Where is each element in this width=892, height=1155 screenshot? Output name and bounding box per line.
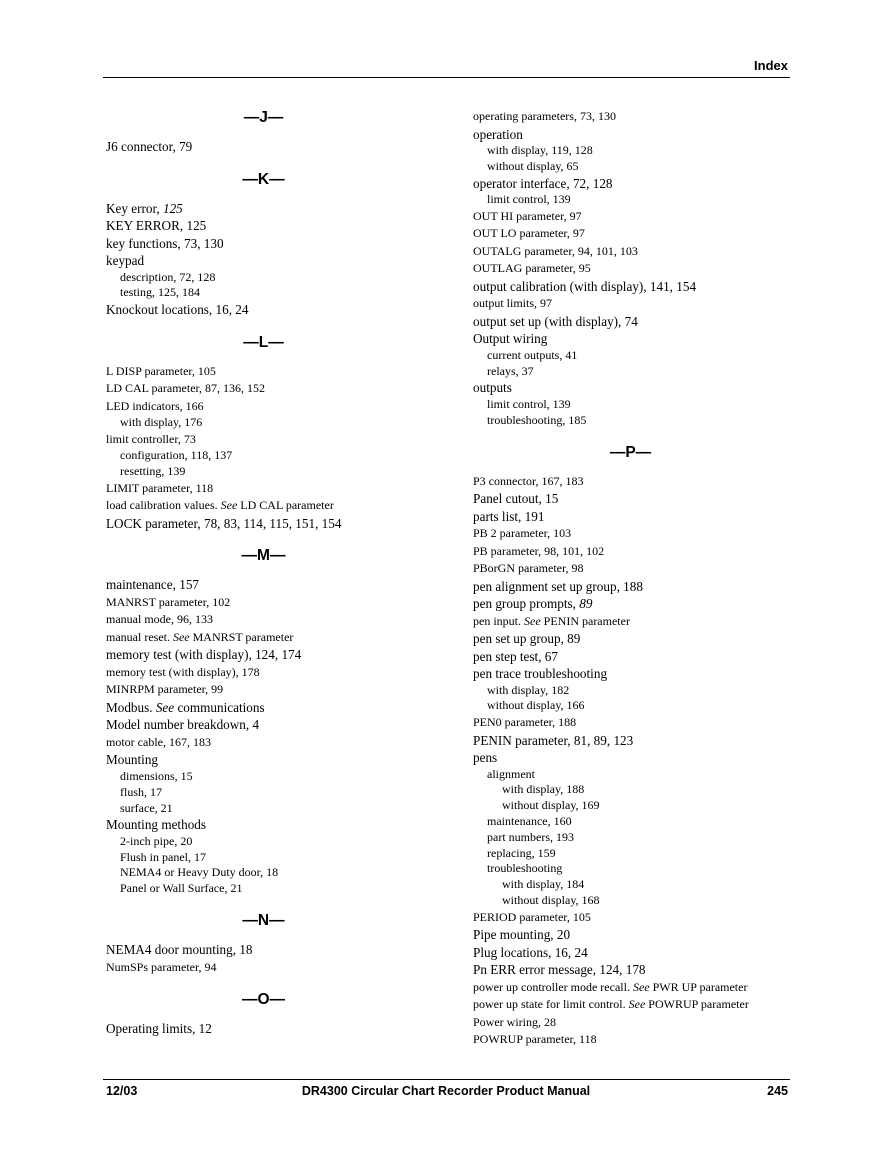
entry-italic-text: 89	[579, 596, 593, 612]
index-entry	[473, 175, 803, 193]
entry-italic-text: See	[220, 498, 238, 513]
section-gap	[106, 156, 436, 170]
index-entry	[473, 996, 803, 1014]
page-header-section: Index	[754, 58, 788, 73]
entry-text: without display, 65	[487, 158, 579, 173]
entry-text: keypad	[106, 253, 145, 268]
entry-text: operator interface, 72, 128	[473, 175, 613, 191]
index-entry	[473, 225, 803, 243]
index-subentry	[106, 865, 436, 881]
index-entry	[106, 816, 436, 834]
index-entry	[106, 398, 436, 416]
entry-text: memory test (with display), 124, 174	[106, 647, 302, 663]
entry-text: PB 2 parameter, 103	[473, 526, 572, 541]
letter-heading: —P—	[609, 443, 652, 461]
entry-text: output calibration (with display), 141, 154	[473, 278, 697, 294]
entry-text: maintenance, 160	[487, 814, 572, 829]
entry-text: OUT LO parameter, 97	[473, 226, 585, 241]
entry-text: PB parameter, 98, 101, 102	[473, 543, 605, 558]
entry-text: power up state for limit control.	[473, 997, 629, 1012]
entry-text: NEMA4 or Heavy Duty door, 18	[120, 865, 279, 880]
entry-text: POWRUP parameter, 118	[473, 1032, 597, 1047]
letter-heading: —L—	[243, 333, 284, 351]
index-entry	[106, 138, 436, 156]
entry-text: MANRST parameter, 102	[106, 594, 231, 609]
entry-text: P3 connector, 167, 183	[473, 473, 584, 488]
entry-text: alignment	[487, 766, 535, 781]
entry-text: with display, 184	[502, 877, 585, 892]
entry-text: dimensions, 15	[120, 768, 193, 783]
entry-text: configuration, 118, 137	[120, 448, 233, 463]
index-entry	[106, 959, 436, 977]
index-entry	[106, 431, 436, 449]
index-column-left	[106, 108, 436, 1038]
entry-italic-text: 125	[162, 200, 183, 216]
index-entry	[473, 979, 803, 997]
entry-italic-text: See	[632, 979, 650, 994]
index-subentry	[473, 877, 803, 893]
index-subentry	[106, 881, 436, 897]
entry-italic-text: See	[155, 699, 175, 715]
index-entry	[473, 313, 803, 331]
entry-text: operation	[473, 126, 523, 142]
index-entry	[473, 578, 803, 596]
index-subentry	[106, 415, 436, 431]
index-entry	[473, 508, 803, 526]
index-entry	[106, 515, 436, 533]
entry-text: 2-inch pipe, 20	[120, 833, 193, 848]
entry-text: KEY ERROR, 125	[106, 218, 207, 233]
index-subentry	[473, 782, 803, 798]
footer-rule	[103, 1079, 790, 1080]
index-subentry	[473, 861, 803, 877]
entry-reference-text: PENIN parameter	[540, 613, 630, 628]
entry-text: NumSPs parameter, 94	[106, 959, 217, 974]
index-entry	[106, 664, 436, 682]
index-entry	[106, 497, 436, 515]
entry-text: flush, 17	[120, 784, 162, 799]
entry-reference-text: POWRUP parameter	[645, 997, 749, 1012]
entry-reference-text: PWR UP parameter	[649, 979, 748, 994]
index-entry	[473, 379, 803, 397]
entry-reference-text: LD CAL parameter	[237, 498, 334, 513]
entry-text: pen group prompts,	[473, 596, 580, 612]
index-entry	[106, 301, 436, 319]
index-entry	[473, 714, 803, 732]
entry-text: key functions, 73, 130	[106, 235, 224, 251]
index-subentry	[106, 785, 436, 801]
index-entry	[106, 941, 436, 959]
entry-text: MINRPM parameter, 99	[106, 682, 224, 697]
index-entry	[473, 208, 803, 226]
entry-text: without display, 168	[502, 893, 600, 908]
entry-text: OUTLAG parameter, 95	[473, 261, 591, 276]
entry-text: with display, 176	[120, 415, 203, 430]
index-entry	[106, 1020, 436, 1038]
index-entry	[473, 490, 803, 508]
index-entry	[106, 629, 436, 647]
entry-text: surface, 21	[120, 800, 173, 815]
index-entry	[473, 108, 803, 126]
entry-text: with display, 188	[502, 782, 585, 797]
index-subentry	[106, 801, 436, 817]
entry-text: LD CAL parameter, 87, 136, 152	[106, 381, 266, 396]
entry-text: LOCK parameter, 78, 83, 114, 115, 151, 154	[106, 515, 342, 531]
section-gap	[473, 429, 803, 443]
entry-text: pen alignment set up group, 188	[473, 578, 643, 594]
index-entry	[473, 732, 803, 750]
section-gap	[106, 532, 436, 546]
index-entry	[473, 525, 803, 543]
index-entry	[473, 243, 803, 261]
entry-text: motor cable, 167, 183	[106, 734, 211, 749]
index-subentry	[473, 348, 803, 364]
index-entry	[473, 648, 803, 666]
index-subentry	[473, 767, 803, 783]
index-entry	[473, 1014, 803, 1032]
index-entry	[473, 126, 803, 144]
entry-text: PENIN parameter, 81, 89, 123	[473, 732, 634, 748]
index-subentry	[473, 192, 803, 208]
entry-text: without display, 169	[502, 798, 600, 813]
index-entry	[106, 576, 436, 594]
index-subentry	[473, 364, 803, 380]
index-entry	[106, 681, 436, 699]
entry-text: Power wiring, 28	[473, 1014, 556, 1029]
entry-text: parts list, 191	[473, 508, 545, 524]
entry-text: outputs	[473, 380, 512, 396]
entry-text: replacing, 159	[487, 845, 556, 860]
index-entry	[473, 909, 803, 927]
entry-text: manual mode, 96, 133	[106, 612, 213, 627]
index-entry	[106, 217, 436, 235]
index-entry	[473, 944, 803, 962]
entry-text: limit control, 139	[487, 192, 571, 207]
entry-text: Flush in panel, 17	[120, 849, 206, 864]
entry-text: memory test (with display), 178	[106, 664, 260, 679]
entry-text: LIMIT parameter, 118	[106, 480, 214, 495]
entry-italic-text: See	[628, 997, 646, 1012]
index-subentry	[473, 846, 803, 862]
index-subentry	[473, 397, 803, 413]
index-entry	[473, 595, 803, 613]
index-entry	[106, 594, 436, 612]
entry-text: part numbers, 193	[487, 829, 574, 844]
entry-text: Pn ERR error message, 124, 178	[473, 962, 646, 978]
section-gap	[106, 976, 436, 990]
entry-text: output set up (with display), 74	[473, 313, 638, 329]
entry-text: Panel or Wall Surface, 21	[120, 881, 243, 896]
entry-text: Key error,	[106, 200, 163, 216]
index-subentry	[106, 448, 436, 464]
entry-text: Plug locations, 16, 24	[473, 944, 588, 960]
index-entry	[473, 630, 803, 648]
index-entry	[473, 260, 803, 278]
index-subentry	[473, 159, 803, 175]
index-entry	[473, 1031, 803, 1049]
index-entry	[106, 235, 436, 253]
index-subentry	[473, 698, 803, 714]
section-gap	[106, 897, 436, 911]
index-entry	[473, 926, 803, 944]
entry-text: limit control, 139	[487, 396, 571, 411]
entry-text: power up controller mode recall.	[473, 979, 633, 994]
letter-heading: —O—	[241, 991, 286, 1009]
entry-text: LED indicators, 166	[106, 398, 204, 413]
entry-text: Mounting	[106, 752, 159, 768]
index-entry	[473, 961, 803, 979]
entry-text: PEN0 parameter, 188	[473, 715, 577, 730]
index-entry	[473, 560, 803, 578]
entry-text: OUTALG parameter, 94, 101, 103	[473, 243, 638, 258]
entry-text: with display, 119, 128	[487, 143, 593, 157]
entry-text: relays, 37	[487, 363, 534, 378]
index-entry	[473, 473, 803, 491]
index-subentry	[106, 285, 436, 301]
index-subentry	[473, 143, 803, 159]
section-gap	[106, 319, 436, 333]
index-entry	[106, 380, 436, 398]
entry-text: troubleshooting	[487, 861, 563, 876]
index-entry	[106, 480, 436, 498]
index-entry	[473, 330, 803, 348]
entry-text: troubleshooting, 185	[487, 412, 587, 427]
entry-text: NEMA4 door mounting, 18	[106, 942, 253, 958]
entry-text: Panel cutout, 15	[473, 491, 559, 507]
entry-text: OUT HI parameter, 97	[473, 208, 582, 223]
index-subentry	[473, 830, 803, 846]
letter-heading: —J—	[243, 109, 284, 126]
letter-heading: —N—	[242, 912, 285, 930]
index-subentry	[106, 834, 436, 850]
entry-reference-text: communications	[174, 699, 265, 715]
index-entry	[473, 278, 803, 296]
entry-text: Model number breakdown, 4	[106, 717, 260, 733]
entry-italic-text: See	[172, 629, 190, 644]
entry-reference-text: MANRST parameter	[189, 629, 294, 644]
entry-italic-text: See	[524, 613, 541, 628]
entry-text: Output wiring	[473, 331, 548, 347]
entry-text: current outputs, 41	[487, 347, 578, 362]
entry-text: limit controller, 73	[106, 431, 196, 446]
index-entry	[106, 611, 436, 629]
entry-text: description, 72, 128	[120, 269, 216, 284]
entry-text: output limits, 97	[473, 296, 553, 311]
footer-title: DR4300 Circular Chart Recorder Product Manual	[301, 1084, 591, 1098]
entry-text: pens	[473, 750, 498, 766]
entry-text: Operating limits, 12	[106, 1021, 212, 1037]
entry-text: resetting, 139	[120, 464, 186, 479]
index-subentry	[106, 270, 436, 286]
footer-page-number: 245	[767, 1084, 788, 1098]
index-subentry	[106, 464, 436, 480]
entry-text: maintenance, 157	[106, 577, 200, 593]
index-subentry	[473, 814, 803, 830]
index-entry	[106, 751, 436, 769]
entry-text: pen step test, 67	[473, 648, 558, 664]
entry-text: Pipe mounting, 20	[473, 927, 571, 943]
entry-text: load calibration values.	[106, 498, 221, 513]
index-entry	[473, 749, 803, 767]
index-column-right	[473, 108, 803, 1049]
index-entry	[106, 646, 436, 664]
entry-text: pen trace troubleshooting	[473, 666, 608, 682]
entry-text: operating parameters, 73, 130	[473, 109, 616, 123]
index-entry	[106, 200, 436, 218]
index-entry	[106, 252, 436, 270]
index-entry	[106, 716, 436, 734]
index-subentry	[106, 850, 436, 866]
index-subentry	[473, 683, 803, 699]
index-entry	[473, 543, 803, 561]
entry-text: with display, 182	[487, 682, 570, 697]
entry-text: testing, 125, 184	[120, 285, 200, 300]
entry-text: without display, 166	[487, 698, 585, 713]
index-subentry	[473, 413, 803, 429]
index-entry	[106, 734, 436, 752]
entry-text: PERIOD parameter, 105	[473, 909, 591, 924]
index-entry	[106, 699, 436, 717]
index-entry	[106, 363, 436, 381]
entry-text: L DISP parameter, 105	[106, 363, 216, 378]
index-subentry	[106, 769, 436, 785]
index-entry	[473, 665, 803, 683]
letter-heading: —K—	[242, 170, 285, 188]
entry-text: J6 connector, 79	[106, 139, 193, 154]
entry-text: Modbus.	[106, 699, 156, 715]
entry-text: pen input.	[473, 613, 524, 628]
entry-text: manual reset.	[106, 629, 173, 644]
entry-text: pen set up group, 89	[473, 631, 581, 647]
index-subentry	[473, 798, 803, 814]
entry-text: Mounting methods	[106, 817, 207, 833]
index-entry	[473, 613, 803, 631]
index-entry	[473, 295, 803, 313]
index-subentry	[473, 893, 803, 909]
entry-text: PBorGN parameter, 98	[473, 561, 584, 576]
letter-heading: —M—	[241, 547, 286, 565]
header-rule	[103, 77, 790, 78]
footer-date: 12/03	[106, 1084, 138, 1098]
entry-text: Knockout locations, 16, 24	[106, 302, 249, 318]
